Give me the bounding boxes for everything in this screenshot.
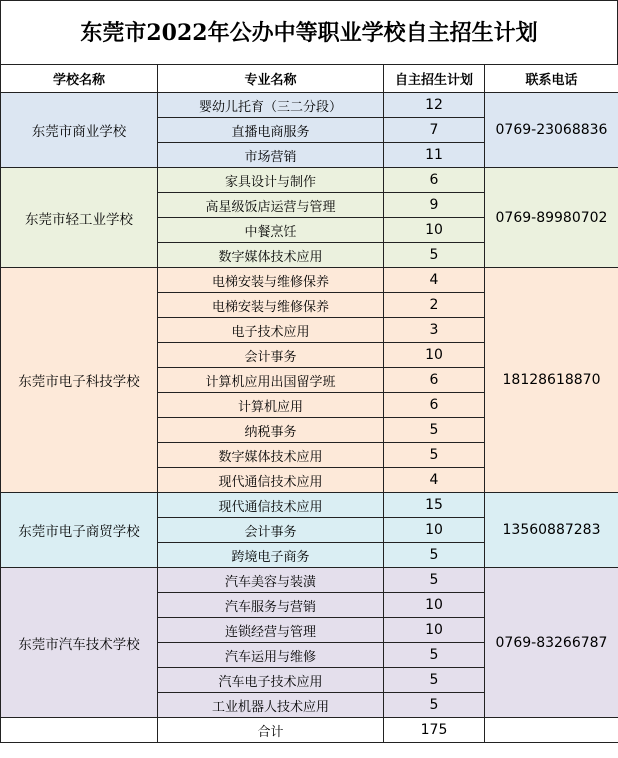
plan-count: 6 [384, 168, 485, 193]
major-name: 会计事务 [158, 518, 384, 543]
major-name: 汽车运用与维修 [158, 643, 384, 668]
plan-count: 15 [384, 493, 485, 518]
plan-count: 6 [384, 368, 485, 393]
plan-count: 10 [384, 618, 485, 643]
total-label: 合计 [158, 718, 384, 743]
contact-phone: 18128618870 [485, 268, 618, 493]
school-name: 东莞市汽车技术学校 [1, 568, 158, 718]
major-name: 汽车电子技术应用 [158, 668, 384, 693]
plan-count: 10 [384, 218, 485, 243]
school-name: 东莞市电子科技学校 [1, 268, 158, 493]
total-phone-cell [485, 718, 618, 743]
major-name: 计算机应用 [158, 393, 384, 418]
header-phone: 联系电话 [485, 65, 618, 93]
contact-phone: 0769-83266787 [485, 568, 618, 718]
major-name: 电子技术应用 [158, 318, 384, 343]
table-body [1, 93, 618, 718]
major-name: 电梯安装与维修保养 [158, 268, 384, 293]
contact-phone: 0769-89980702 [485, 168, 618, 268]
major-name: 高星级饭店运营与管理 [158, 193, 384, 218]
plan-count: 9 [384, 193, 485, 218]
total-school-cell [1, 718, 158, 743]
plan-count: 3 [384, 318, 485, 343]
major-name: 现代通信技术应用 [158, 468, 384, 493]
plan-count: 5 [384, 568, 485, 593]
major-name: 连锁经营与管理 [158, 618, 384, 643]
plan-count: 6 [384, 393, 485, 418]
major-name: 家具设计与制作 [158, 168, 384, 193]
plan-count: 4 [384, 268, 485, 293]
plan-count: 10 [384, 518, 485, 543]
total-row [1, 718, 618, 743]
plan-count: 12 [384, 93, 485, 118]
major-name: 工业机器人技术应用 [158, 693, 384, 718]
table-row [1, 93, 618, 118]
plan-count: 11 [384, 143, 485, 168]
major-name: 现代通信技术应用 [158, 493, 384, 518]
plan-count: 2 [384, 293, 485, 318]
header-plan: 自主招生计划 [384, 65, 485, 93]
major-name: 中餐烹饪 [158, 218, 384, 243]
header-school: 学校名称 [1, 65, 158, 93]
major-name: 跨境电子商务 [158, 543, 384, 568]
plan-count: 10 [384, 593, 485, 618]
plan-count: 5 [384, 668, 485, 693]
major-name: 汽车服务与营销 [158, 593, 384, 618]
plan-count: 5 [384, 693, 485, 718]
total-value: 175 [384, 718, 485, 743]
school-name: 东莞市商业学校 [1, 93, 158, 168]
header-major: 专业名称 [158, 65, 384, 93]
plan-count: 7 [384, 118, 485, 143]
major-name: 数字媒体技术应用 [158, 243, 384, 268]
major-name: 纳税事务 [158, 418, 384, 443]
table-row [1, 568, 618, 593]
plan-count: 5 [384, 643, 485, 668]
table-row [1, 268, 618, 293]
major-name: 计算机应用出国留学班 [158, 368, 384, 393]
major-name: 汽车美容与装潢 [158, 568, 384, 593]
plan-count: 5 [384, 543, 485, 568]
plan-count: 5 [384, 418, 485, 443]
contact-phone: 0769-23068836 [485, 93, 618, 168]
plan-count: 10 [384, 343, 485, 368]
enrollment-table [0, 64, 618, 743]
school-name: 东莞市电子商贸学校 [1, 493, 158, 568]
contact-phone: 13560887283 [485, 493, 618, 568]
major-name: 数字媒体技术应用 [158, 443, 384, 468]
table-row [1, 493, 618, 518]
major-name: 婴幼儿托育（三二分段） [158, 93, 384, 118]
header-row [1, 65, 618, 93]
page-title: 东莞市2022年公办中等职业学校自主招生计划 [0, 0, 618, 64]
major-name: 会计事务 [158, 343, 384, 368]
plan-count: 5 [384, 443, 485, 468]
plan-count: 5 [384, 243, 485, 268]
plan-count: 4 [384, 468, 485, 493]
school-name: 东莞市轻工业学校 [1, 168, 158, 268]
major-name: 电梯安装与维修保养 [158, 293, 384, 318]
table-row [1, 168, 618, 193]
major-name: 直播电商服务 [158, 118, 384, 143]
major-name: 市场营销 [158, 143, 384, 168]
